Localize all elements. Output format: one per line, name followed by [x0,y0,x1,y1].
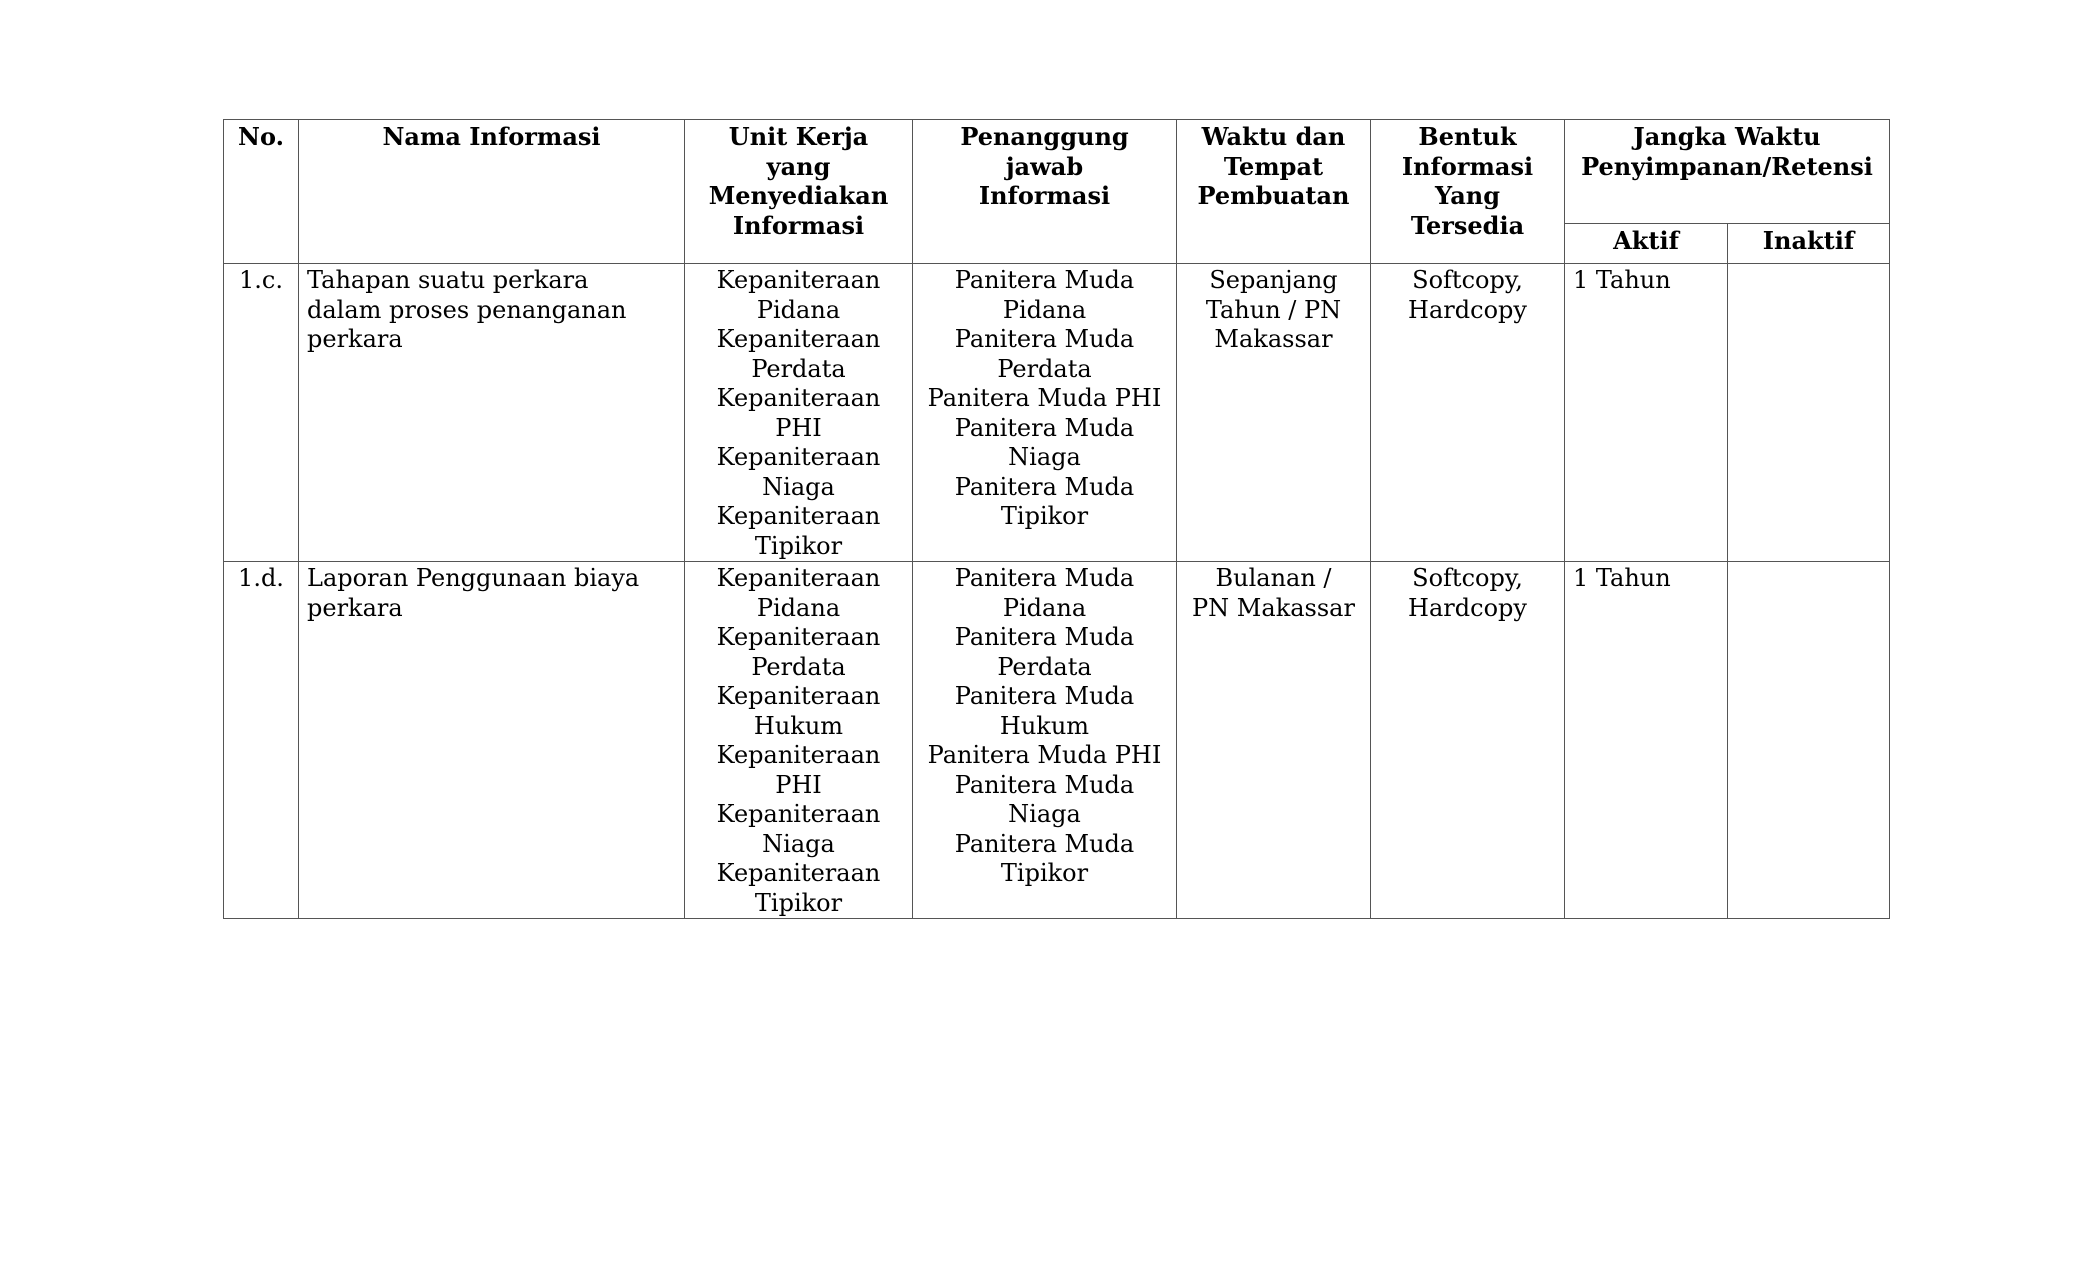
cell-inaktif [1728,264,1890,562]
cell-line: Sepanjang [1209,266,1338,294]
cell-line: Hukum [753,711,844,740]
header-line: Bentuk [1418,122,1517,151]
cell-waktu-tempat [1177,264,1371,562]
cell-line: Softcopy, [1412,266,1523,294]
cell-line: Tipikor [1000,859,1089,887]
cell-line: Tipikor [754,888,843,917]
cell-line: Bulanan / [1215,564,1332,592]
cell-line: Kepaniteraan [716,741,881,769]
cell-bentuk-informasi [1371,264,1565,562]
header-bentuk-informasi [1371,120,1565,264]
header-line: Informasi [978,181,1111,210]
cell-line: Pidana [1002,593,1087,622]
header-line: Penanggung jawab [960,122,1129,181]
cell-line: Panitera Muda [954,770,1135,799]
cell-line: Pidana [1002,295,1087,324]
header-penanggung-jawab [913,120,1177,264]
cell-line: Kepaniteraan [716,623,881,651]
table-row [224,264,1890,562]
cell-line: Hukum [999,711,1090,740]
header-nama-informasi: Nama Informasi [299,120,685,264]
cell-line: Niaga [1008,443,1081,471]
cell-line: Pidana [756,593,841,622]
information-retention-table [223,119,1890,919]
cell-line: Pidana [756,295,841,324]
cell-line: Kepaniteraan [716,384,881,412]
cell-line: dalam proses penanganan [307,295,627,324]
cell-line: Kepaniteraan [716,564,881,592]
cell-line: Panitera Muda [954,829,1135,858]
header-line: Waktu dan [1201,122,1346,151]
cell-line: Panitera Muda [954,325,1135,353]
cell-line: Hardcopy [1408,593,1527,622]
header-line: Menyediakan [708,181,889,210]
cell-line: PHI [775,413,822,442]
cell-line: Niaga [1008,800,1081,828]
cell-line: Kepaniteraan [716,859,881,887]
header-line: Tersedia [1410,210,1525,240]
cell-line: perkara [307,325,403,353]
cell-line: Kepaniteraan [716,800,881,828]
cell-line: Kepaniteraan [716,682,881,710]
cell-line: Tipikor [1000,502,1089,530]
cell-line: Panitera Muda [954,266,1135,294]
cell-line: Niaga [762,472,835,501]
cell-line: Makassar [1214,325,1333,353]
header-line: Pembuatan [1197,181,1350,210]
cell-penanggung-jawab [913,562,1177,919]
cell-no: 1.c. [224,264,299,562]
header-line: Jangka Waktu [1633,122,1821,151]
cell-line: Perdata [751,652,846,681]
table-row [224,562,1890,919]
cell-unit-kerja [685,562,913,919]
cell-line: Kepaniteraan [716,266,881,294]
cell-penanggung-jawab [913,264,1177,562]
header-line: Penyimpanan/Retensi [1581,151,1873,181]
cell-line: PN Makassar [1192,593,1355,622]
cell-line: Panitera Muda PHI [927,741,1162,769]
cell-no: 1.d. [224,562,299,919]
cell-line: Panitera Muda [954,564,1135,592]
cell-inaktif [1728,562,1890,919]
cell-line: Perdata [997,354,1092,383]
cell-line: Perdata [997,652,1092,681]
cell-line: Panitera Muda [954,413,1135,442]
cell-line: PHI [775,770,822,799]
header-line: Informasi [732,210,865,240]
cell-line: Kepaniteraan [716,502,881,530]
cell-line: Softcopy, [1412,564,1523,592]
cell-line: Kepaniteraan [716,325,881,353]
cell-line: Panitera Muda [954,623,1135,651]
cell-waktu-tempat [1177,562,1371,919]
cell-bentuk-informasi [1371,562,1565,919]
cell-line: Panitera Muda [954,472,1135,501]
header-line: Informasi [1401,151,1534,181]
cell-line: Perdata [751,354,846,383]
cell-nama-informasi [299,562,685,919]
table-body [224,264,1890,919]
cell-unit-kerja [685,264,913,562]
header-no: No. [224,120,299,264]
cell-line: Hardcopy [1408,295,1527,324]
header-waktu-tempat [1177,120,1371,264]
header-inaktif: Inaktif [1728,224,1890,264]
header-aktif: Aktif [1565,224,1728,264]
cell-line: Niaga [762,829,835,858]
cell-aktif: 1 Tahun [1565,562,1728,919]
cell-line: Laporan Penggunaan biaya [307,564,640,592]
cell-line: Tahun / PN [1205,295,1342,324]
header-unit-kerja [685,120,913,264]
cell-nama-informasi [299,264,685,562]
cell-line: Panitera Muda [954,682,1135,710]
header-line: Tempat [1223,151,1324,181]
header-line: Yang [1434,181,1501,210]
header-line: Unit Kerja yang [728,122,869,181]
cell-line: Tipikor [754,531,843,560]
cell-line: perkara [307,593,403,622]
cell-line: Kepaniteraan [716,443,881,471]
cell-aktif: 1 Tahun [1565,264,1728,562]
cell-line: Tahapan suatu perkara [307,266,589,294]
table-header [224,120,1890,264]
header-jangka-waktu [1565,120,1890,224]
cell-line: Panitera Muda PHI [927,384,1162,412]
